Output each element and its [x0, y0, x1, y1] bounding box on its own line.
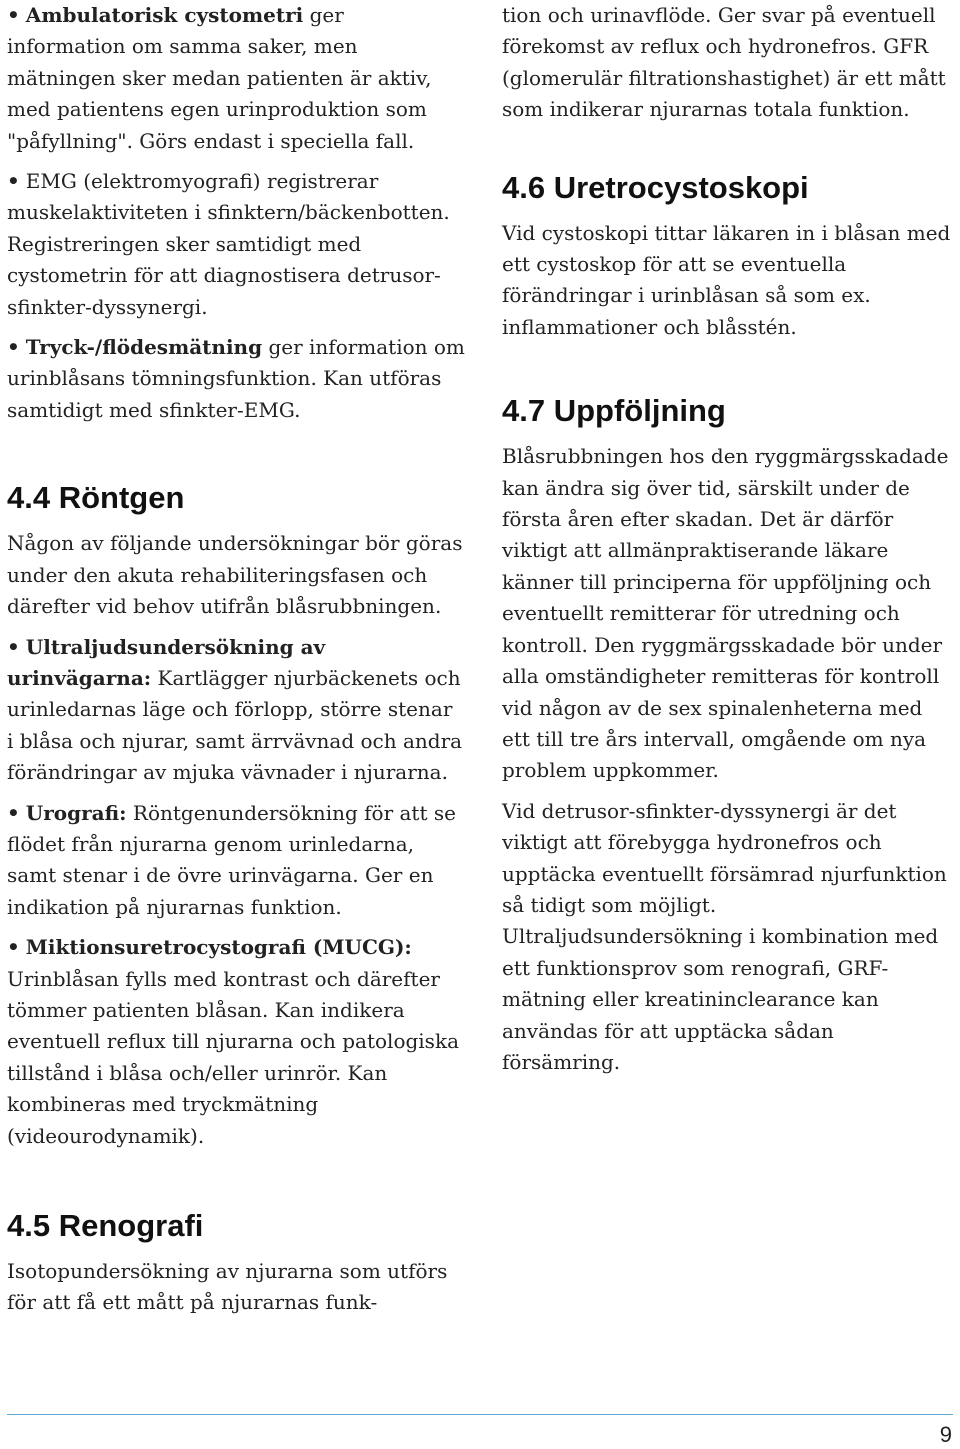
list-item	[7, 0, 465, 157]
section-intro: Någon av följande undersökningar bör göras under den akuta rehabiliteringsfasen och därefter vid behov utifrån blåsrubbningen.	[7, 531, 463, 619]
section-text: Isotopundersökning av njurarna som utförs för att få ett mått på njurarnas funk-	[7, 1259, 448, 1315]
item-text: ger information om urinblåsans tömningsfunktion. Kan utföras samtidigt med sfinkter-EMG.	[7, 335, 465, 422]
item-text: (elektromyografi) registrerar muskelaktiviteten i sfinktern/bäckenbotten. Registreringen sker samtidigt med cystometrin för att diagnostisera detrusor-sfinkter-dyssynergi.	[7, 169, 450, 319]
bullet: •	[7, 935, 20, 960]
list-item	[7, 332, 465, 426]
list-item	[7, 932, 465, 1152]
bullet: •	[7, 3, 20, 27]
item-term: Miktionsuretrocystografi (MUCG):	[25, 935, 412, 960]
paragraph: Ultraljudsundersökning i kombination med ett funktionsprov som renografi, GRF-mätning eller kreatininclearance kan användas för att upptäcka sådan försämring.	[502, 924, 939, 1074]
bullet: •	[7, 634, 20, 659]
page-number: 9	[939, 1422, 952, 1447]
item-text: Urinblåsan fylls med kontrast och därefter tömmer patienten blåsan. Kan indikera eventuell reflux till njurarna och patologiska tillstånd i blåsa och/eller urinrör. Kan kombineras med tryckmätning (videourodynamik).	[7, 966, 459, 1148]
continued-text: tion och urinavflöde. Ger svar på eventuell förekomst av reflux och hydronefros. GFR (glomerulär filtrationshastighet) är ett mått som indikerar njurarnas totala funktion.	[502, 3, 946, 122]
item-term: Tryck-/flödesmätning	[25, 335, 263, 360]
bullet: •	[7, 169, 20, 194]
list-item	[7, 798, 465, 924]
right-column	[502, 0, 954, 1078]
item-text: Röntgenundersökning för att se flödet från njurarna genom urinledarna, samt stenar i de övre urinvägarna. Ger en indikation på njurarnas funktion.	[7, 800, 456, 919]
footer-rule	[7, 1414, 953, 1415]
item-term: Ambulatorisk cystometri	[25, 3, 304, 27]
section-heading-4-6: 4.6 Uretrocystoskopi	[502, 169, 809, 205]
section-heading-4-7: 4.7 Uppföljning	[502, 393, 726, 429]
list-item	[7, 632, 465, 789]
item-term: Urografi:	[25, 800, 127, 825]
section-heading-4-5: 4.5 Renografi	[7, 1208, 204, 1243]
item-term: EMG	[25, 169, 77, 194]
list-item	[7, 166, 465, 323]
section-text: Vid cystoskopi tittar läkaren in i blåsan med ett cystoskop för att se eventuella förändringar i urinblåsan så som ex. inflammationer och blåsstén.	[502, 220, 951, 339]
bullet: •	[7, 335, 20, 360]
paragraph: Blåsrubbningen hos den ryggmärgsskadade kan ändra sig över tid, särskilt under de första åren efter skadan. Det är därför viktigt att allmänpraktiserande läkare känner till principerna för uppföljning och eventuellt remitterar för utredning och kontroll. Den ryggmärgsskadade bör under alla omständigheter remitteras för kontroll vid någon av de sex spinalenheterna med ett till tre års intervall, omgående om nya problem uppkommer.	[502, 444, 949, 783]
bullet: •	[7, 800, 20, 825]
section-heading-4-4: 4.4 Röntgen	[7, 480, 185, 516]
paragraph: Vid detrusor-sfinkter-dyssynergi är det viktigt att förebygga hydronefros och upptäcka eventuellt försämrad njurfunktion så tidigt som möjligt.	[502, 798, 947, 917]
left-column	[7, 0, 465, 1319]
item-term: Ultraljudsundersökning av urinvägarna:	[7, 634, 326, 690]
item-text: Kartlägger njurbäckenets och urinledarnas läge och förlopp, större stenar i blåsa och njurar, samt ärrvävnad och andra förändringar av mjuka vävnader i njurarna.	[7, 665, 463, 785]
item-text: ger information om samma saker, men mätningen sker medan patienten är aktiv, med patientens egen urinproduktion som "påfyllning". Görs endast i speciella fall.	[7, 3, 432, 153]
